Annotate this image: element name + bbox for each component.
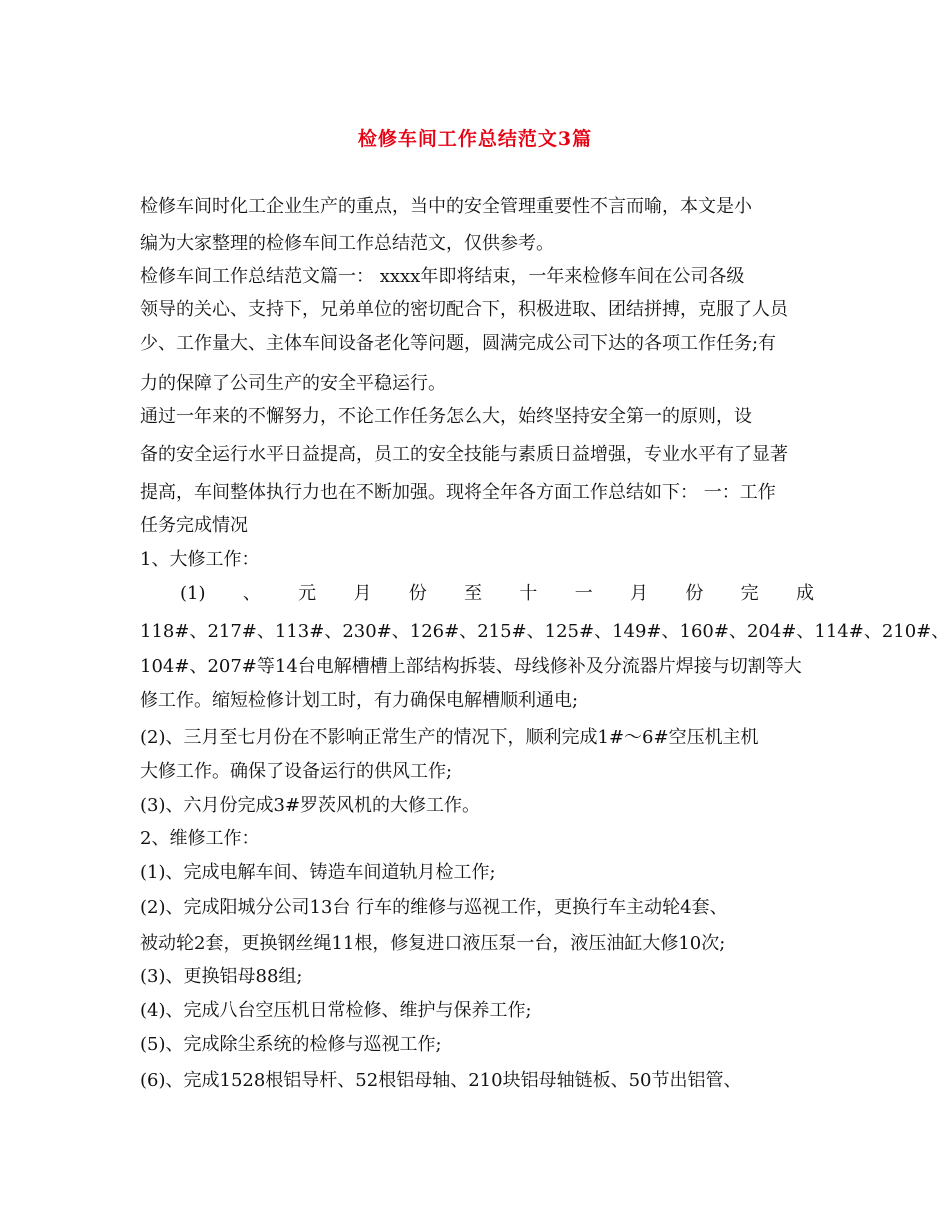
justified-char: 十 bbox=[519, 583, 538, 604]
text-line: (6)、完成1528根铝导杆、52根铝母轴、210块铝母轴链板、50节出铝管、 bbox=[140, 1070, 742, 1091]
text-line: 检修车间工作总结范文篇一： xxxx年即将结束，一年来检修车间在公司各级 bbox=[140, 266, 745, 287]
justified-char: 、 bbox=[242, 583, 261, 604]
text-line: 力的保障了公司生产的安全平稳运行。 bbox=[140, 373, 446, 394]
justified-char: 完 bbox=[740, 583, 759, 604]
text-line: 被动轮2套，更换钢丝绳11根，修复进口液压泵一台，液压油缸大修10次; bbox=[140, 933, 726, 954]
text-line: (3)、六月份完成3#罗茨风机的大修工作。 bbox=[140, 795, 481, 816]
justified-char: 成 bbox=[795, 583, 814, 604]
document-title: 检修车间工作总结范文3篇 bbox=[357, 128, 593, 150]
justified-char: 月 bbox=[630, 583, 648, 604]
justified-text-line bbox=[180, 583, 814, 605]
text-line: 通过一年来的不懈努力，不论工作任务怎么大，始终坚持安全第一的原则，设 bbox=[140, 406, 752, 427]
text-line: 2、维修工作： bbox=[140, 828, 260, 849]
justified-char: 月 bbox=[353, 583, 372, 604]
justified-char: (1) bbox=[180, 583, 206, 604]
text-line: (2)、完成阳城分公司13台 行车的维修与巡视工作，更换行车主动轮4套、 bbox=[140, 897, 728, 918]
justified-char: 至 bbox=[464, 583, 483, 604]
text-line: 任务完成情况 bbox=[140, 515, 248, 536]
text-line: (1)、完成电解车间、铸造车间道轨月检工作; bbox=[140, 862, 496, 883]
justified-char: 元 bbox=[298, 583, 317, 604]
text-line: 检修车间时化工企业生产的重点，当中的安全管理重要性不言而喻，本文是小 bbox=[140, 196, 752, 217]
text-line: 提高，车间整体执行力也在不断加强。现将全年各方面工作总结如下： 一：工作 bbox=[140, 482, 776, 503]
justified-char: 份 bbox=[408, 583, 427, 604]
text-line: (4)、完成八台空压机日常检修、维护与保养工作; bbox=[140, 1000, 532, 1021]
text-line: 编为大家整理的检修车间工作总结范文，仅供参考。 bbox=[140, 233, 554, 254]
text-line: (3)、更换铝母88组; bbox=[140, 966, 303, 987]
text-line: 1、大修工作： bbox=[140, 549, 260, 570]
text-line: 104#、207#等14台电解槽槽上部结构拆装、母线修补及分流器片焊接与切割等大 bbox=[140, 656, 802, 677]
text-line: 大修工作。确保了设备运行的供风工作; bbox=[140, 761, 453, 782]
text-line: 少、工作量大、主体车间设备老化等问题，圆满完成公司下达的各项工作任务;有 bbox=[140, 333, 777, 354]
text-line: (5)、完成除尘系统的检修与巡视工作; bbox=[140, 1034, 442, 1055]
text-line: 修工作。缩短检修计划工时，有力确保电解槽顺利通电; bbox=[140, 690, 579, 711]
text-line: 领导的关心、支持下，兄弟单位的密切配合下，积极进取、团结拼搏，克服了人员 bbox=[140, 299, 788, 320]
text-line: 备的安全运行水平日益提高，员工的安全技能与素质日益增强，专业水平有了显著 bbox=[140, 444, 788, 465]
justified-char: 份 bbox=[685, 583, 704, 604]
text-line: (2)、三月至七月份在不影响正常生产的情况下，顺利完成1#～6#空压机主机 bbox=[140, 727, 759, 748]
text-line: 118#、217#、113#、230#、126#、215#、125#、149#、160#、204#、114#、210#、 bbox=[140, 621, 950, 642]
justified-char: 一 bbox=[574, 583, 593, 604]
